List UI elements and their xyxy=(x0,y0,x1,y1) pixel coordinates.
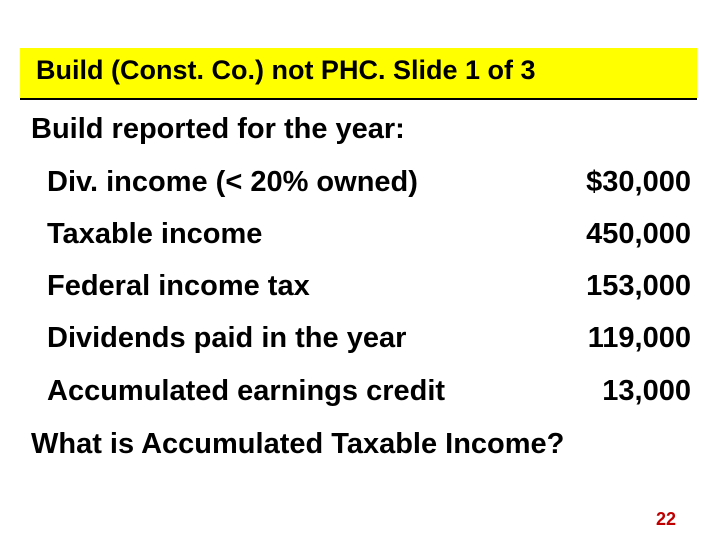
intro-line: Build reported for the year: xyxy=(31,113,405,145)
item-value-dividends-paid: 119,000 xyxy=(587,322,691,354)
question-line: What is Accumulated Taxable Income? xyxy=(31,428,565,460)
item-value-taxable-income: 450,000 xyxy=(586,218,691,250)
item-value-federal-income-tax: 153,000 xyxy=(586,270,691,302)
item-label-taxable-income: Taxable income xyxy=(47,218,263,250)
item-value-accumulated-earnings-credit: 13,000 xyxy=(602,375,691,407)
item-label-dividend-income: Div. income (< 20% owned) xyxy=(47,166,418,198)
slide-title: Build (Const. Co.) not PHC. Slide 1 of 3 xyxy=(36,55,536,85)
item-label-accumulated-earnings-credit: Accumulated earnings credit xyxy=(47,375,446,407)
item-value-dividend-income: $30,000 xyxy=(586,166,691,198)
item-label-dividends-paid: Dividends paid in the year xyxy=(47,322,407,354)
item-label-federal-income-tax: Federal income tax xyxy=(47,270,310,302)
page-number: 22 xyxy=(655,509,676,529)
